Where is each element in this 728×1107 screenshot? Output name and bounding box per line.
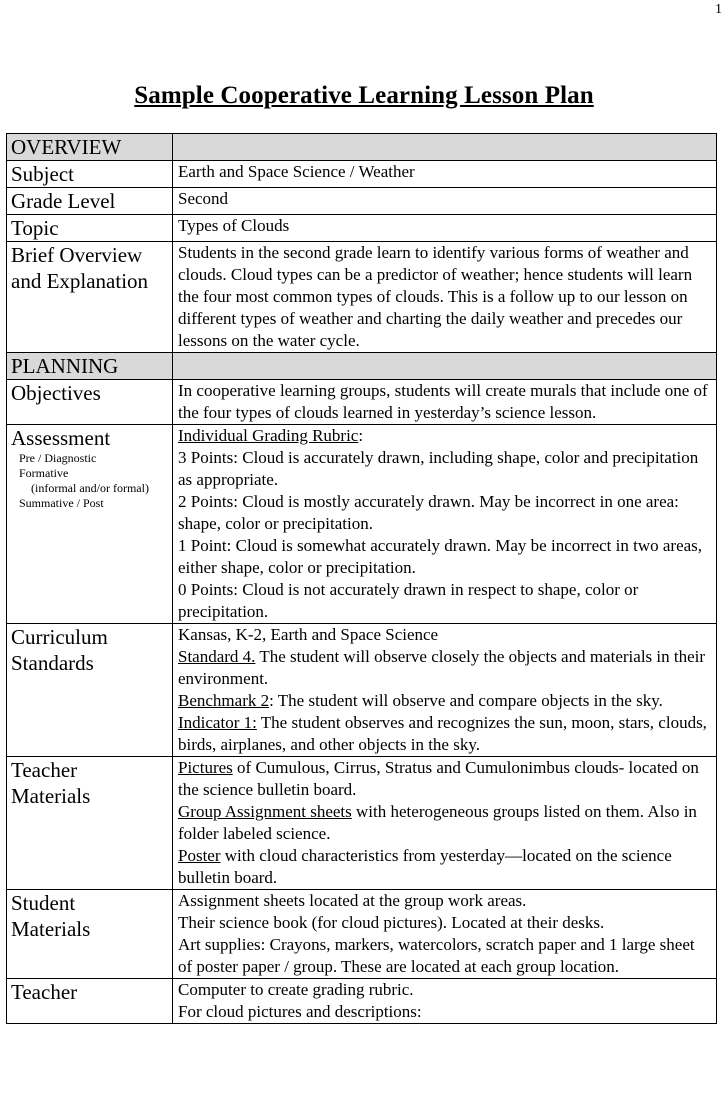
curriculum-label-line-1: Curriculum [11,625,108,649]
teacher-line-2: For cloud pictures and descriptions: [178,1002,422,1021]
student-materials-label-2: Materials [11,917,91,941]
objectives-label: Objectives [7,380,173,425]
rubric-2-points: 2 Points: Cloud is mostly accurately drawn. May be incorrect in one area: shape, color or precipitation. [178,492,679,533]
assessment-sub-summative: Summative / Post [19,496,104,510]
assessment-sub-formal: (informal and/or formal) [31,481,149,495]
assessment-sub-pre: Pre / Diagnostic [19,451,97,465]
teacher-materials-row [7,757,717,890]
curriculum-benchmark: Benchmark 2: The student will observe and compare objects in the sky. [178,691,663,710]
grade-row [7,188,717,215]
teacher-materials-poster: Poster with cloud characteristics from yesterday—located on the science bulletin board. [178,846,672,887]
brief-overview-row [7,242,717,353]
teacher-materials-group-sheets: Group Assignment sheets with heterogeneous groups listed on them. Also in folder labeled science. [178,802,697,843]
curriculum-standard: Standard 4. The student will observe closely the objects and materials in their environment. [178,647,706,688]
page-number: 1 [715,2,722,17]
curriculum-state: Kansas, K-2, Earth and Space Science [178,625,439,644]
topic-row [7,215,717,242]
topic-value: Types of Clouds [173,215,717,242]
student-materials-line-1: Assignment sheets located at the group work areas. [178,891,527,910]
lesson-plan-table [6,133,717,1024]
brief-label-line-2: and Explanation [11,269,149,293]
teacher-label: Teacher [7,979,173,1024]
student-materials-line-3: Art supplies: Crayons, markers, watercolors, scratch paper and 1 large sheet of poster paper / group. These are located at each group location. [178,935,695,976]
planning-header: PLANNING [7,353,173,380]
assessment-row [7,425,717,624]
objectives-row [7,380,717,425]
rubric-3-points: 3 Points: Cloud is accurately drawn, including shape, color and precipitation as appropriate. [178,448,699,489]
topic-label: Topic [7,215,173,242]
page-title: Sample Cooperative Learning Lesson Plan [134,82,594,109]
teacher-row [7,979,717,1024]
grade-value: Second [173,188,717,215]
assessment-sub-formative: Formative [19,466,69,480]
planning-section-row [7,353,717,380]
curriculum-row [7,624,717,757]
rubric-1-point: 1 Point: Cloud is somewhat accurately drawn. May be incorrect in two areas, either shape, color or precipitation. [178,536,703,577]
rubric-title-line: Individual Grading Rubric: [178,426,364,445]
teacher-materials-pictures: Pictures of Cumulous, Cirrus, Stratus and Cumulonimbus clouds- located on the science bulletin board. [178,758,699,799]
brief-value: Students in the second grade learn to identify various forms of weather and clouds. Cloud types can be a predictor of weather; hence students will learn the four most common types of clouds. This is a follow up to our lesson on different types of weather and charting the daily weather and precedes our lessons on the water cycle. [173,242,717,353]
objectives-value: In cooperative learning groups, students will create murals that include one of the four types of clouds learned in yesterday’s science lesson. [173,380,717,425]
student-materials-row [7,890,717,979]
assessment-label: Assessment [11,426,111,450]
brief-label-line-1: Brief Overview [11,243,143,267]
overview-header: OVERVIEW [7,134,173,161]
student-materials-line-2: Their science book (for cloud pictures). Located at their desks. [178,913,605,932]
grade-label: Grade Level [7,188,173,215]
teacher-materials-label-2: Materials [11,784,91,808]
overview-section-row [7,134,717,161]
curriculum-label-line-2: Standards [11,651,94,675]
subject-row [7,161,717,188]
assessment-subtypes [19,451,168,511]
curriculum-indicator: Indicator 1: The student observes and recognizes the sun, moon, stars, clouds, birds, airplanes, and other objects in the sky. [178,713,707,754]
subject-value: Earth and Space Science / Weather [173,161,717,188]
subject-label: Subject [7,161,173,188]
teacher-materials-label-1: Teacher [11,758,78,782]
rubric-0-points: 0 Points: Cloud is not accurately drawn in respect to shape, color or precipitation. [178,580,639,621]
student-materials-label-1: Student [11,891,76,915]
teacher-line-1: Computer to create grading rubric. [178,980,414,999]
rubric-title: Individual Grading Rubric [178,426,359,445]
